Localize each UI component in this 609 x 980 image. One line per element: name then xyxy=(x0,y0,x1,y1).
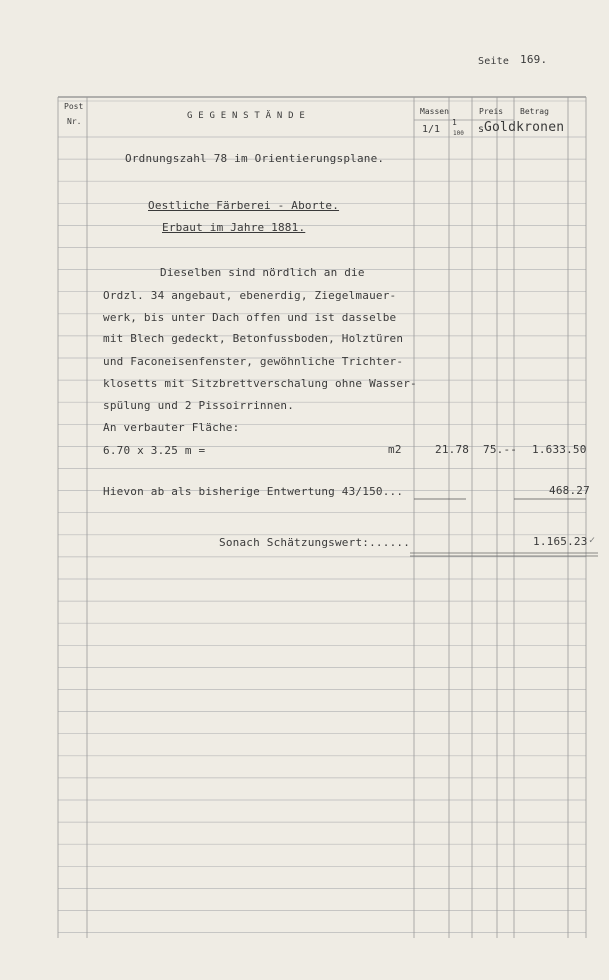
desc-line: klosetts mit Sitzbrettverschalung ohne Wasser- xyxy=(103,377,417,390)
area-label: An verbauter Fläche: xyxy=(103,421,240,434)
unit: m2 xyxy=(388,443,402,456)
line-erbaut: Erbaut im Jahre 1881. xyxy=(162,221,306,234)
amount-value: 1.633.50 xyxy=(532,443,587,456)
line-title: Oestliche Färberei - Aborte. xyxy=(148,199,340,212)
desc-line: und Faconeisenfenster, gewöhnliche Trichter- xyxy=(103,355,404,368)
desc-line: werk, bis unter Dach offen und ist dasselbe xyxy=(103,311,397,324)
header-post: Post xyxy=(64,102,84,111)
header-massen-frac-den: 100 xyxy=(453,130,464,137)
total-label: Sonach Schätzungswert:...... xyxy=(219,536,411,549)
page-label: Seite xyxy=(478,56,510,67)
mass-value: 21.78 xyxy=(435,443,470,456)
header-preis: Preis xyxy=(479,107,504,116)
total-amount: 1.165.23 xyxy=(533,535,588,548)
deduct-label: Hievon ab als bisherige Entwertung 43/150... xyxy=(103,485,404,498)
header-currency: Goldkronen xyxy=(484,120,565,135)
desc-line: Dieselben sind nördlich an die xyxy=(160,266,365,279)
calc-line: 6.70 x 3.25 m = xyxy=(103,444,206,457)
check-mark: ✓ xyxy=(589,535,596,546)
price-value: 75.-- xyxy=(483,443,518,456)
header-massen-frac-num: 1 xyxy=(452,118,457,127)
page-number: 169. xyxy=(520,53,548,66)
header-betrag: Betrag xyxy=(520,107,549,116)
header-currency-s: s xyxy=(478,124,485,135)
desc-line: spülung und 2 Pissoirrinnen. xyxy=(103,399,295,412)
desc-line: Ordzl. 34 angebaut, ebenerdig, Ziegelmauer- xyxy=(103,289,397,302)
header-gegenstaende: G E G E N S T Ä N D E xyxy=(187,111,305,121)
header-nr: Nr. xyxy=(67,117,82,126)
header-massen: Massen xyxy=(420,107,449,116)
header-massen-full: 1/1 xyxy=(422,124,441,135)
deduct-amount: 468.27 xyxy=(549,484,590,497)
desc-line: mit Blech gedeckt, Betonfussboden, Holztüren xyxy=(103,332,404,345)
line-ordnungszahl: Ordnungszahl 78 im Orientierungsplane. xyxy=(125,152,385,165)
